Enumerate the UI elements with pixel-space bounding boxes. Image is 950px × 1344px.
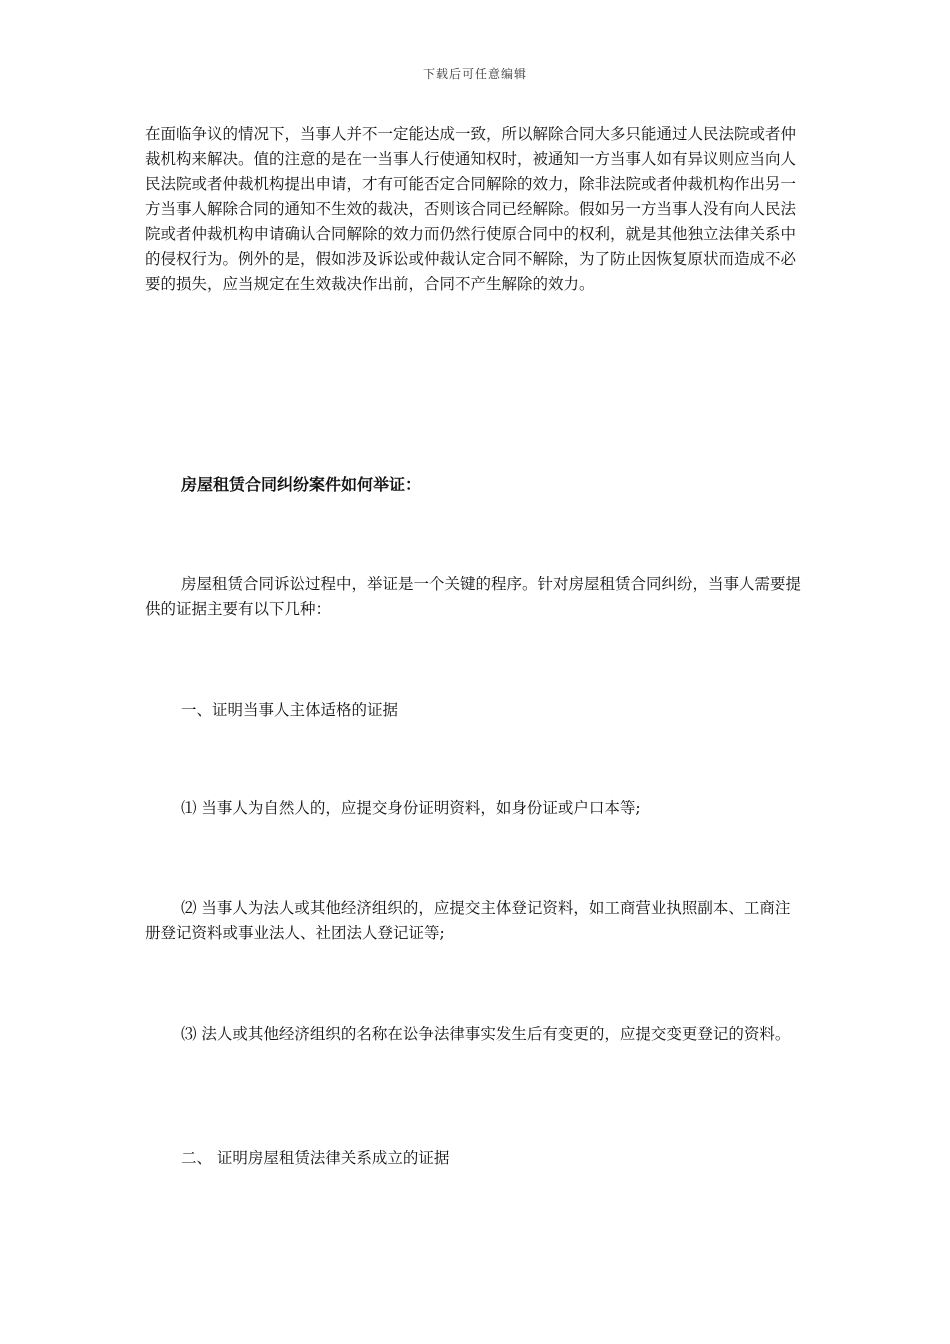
- body-paragraph: 房屋租赁合同诉讼过程中，举证是一个关键的程序。针对房屋租赁合同纠纷，当事人需要提供的证据主要有以下几种：: [145, 575, 802, 618]
- header-note: 下载后可任意编辑: [422, 67, 527, 81]
- list-item-3: ⑶ 法人或其他经济组织的名称在讼争法律事实发生后有变更的，应提交变更登记的资料。: [181, 1025, 791, 1043]
- section-heading: 房屋租赁合同纠纷案件如何举证：: [181, 475, 422, 494]
- list-item-1: ⑴ 当事人为自然人的，应提交身份证明资料，如身份证或户口本等;: [181, 799, 641, 817]
- section-2-title: 二、 证明房屋租赁法律关系成立的证据: [181, 1149, 450, 1167]
- list-item-2: ⑵ 当事人为法人或其他经济组织的，应提交主体登记资料，如工商营业执照副本、工商注册登记资料或事业法人、社团法人登记证等;: [145, 899, 791, 942]
- intro-paragraph: 在面临争议的情况下，当事人并不一定能达成一致，所以解除合同大多只能通过人民法院或者仲裁机构来解决。值的注意的是在一当事人行使通知权时，被通知一方当事人如有异议则应当向人民法院或者仲裁机构提出申请，才有可能否定合同解除的效力，除非法院或者仲裁机构作出另一方当事人解除合同的通知不生效的裁决，否则该合同已经解除。假如另一方当事人没有向人民法院或者仲裁机构申请确认合同解除的效力而仍然行使原合同中的权利，就是其他独立法律关系中的侵权行为。例外的是，假如涉及诉讼或仲裁认定合同不解除，为了防止因恢复原状而造成不必要的损失，应当规定在生效裁决作出前，合同不产生解除的效力。: [145, 125, 797, 293]
- section-1-title: 一、证明当事人主体适格的证据: [181, 701, 399, 719]
